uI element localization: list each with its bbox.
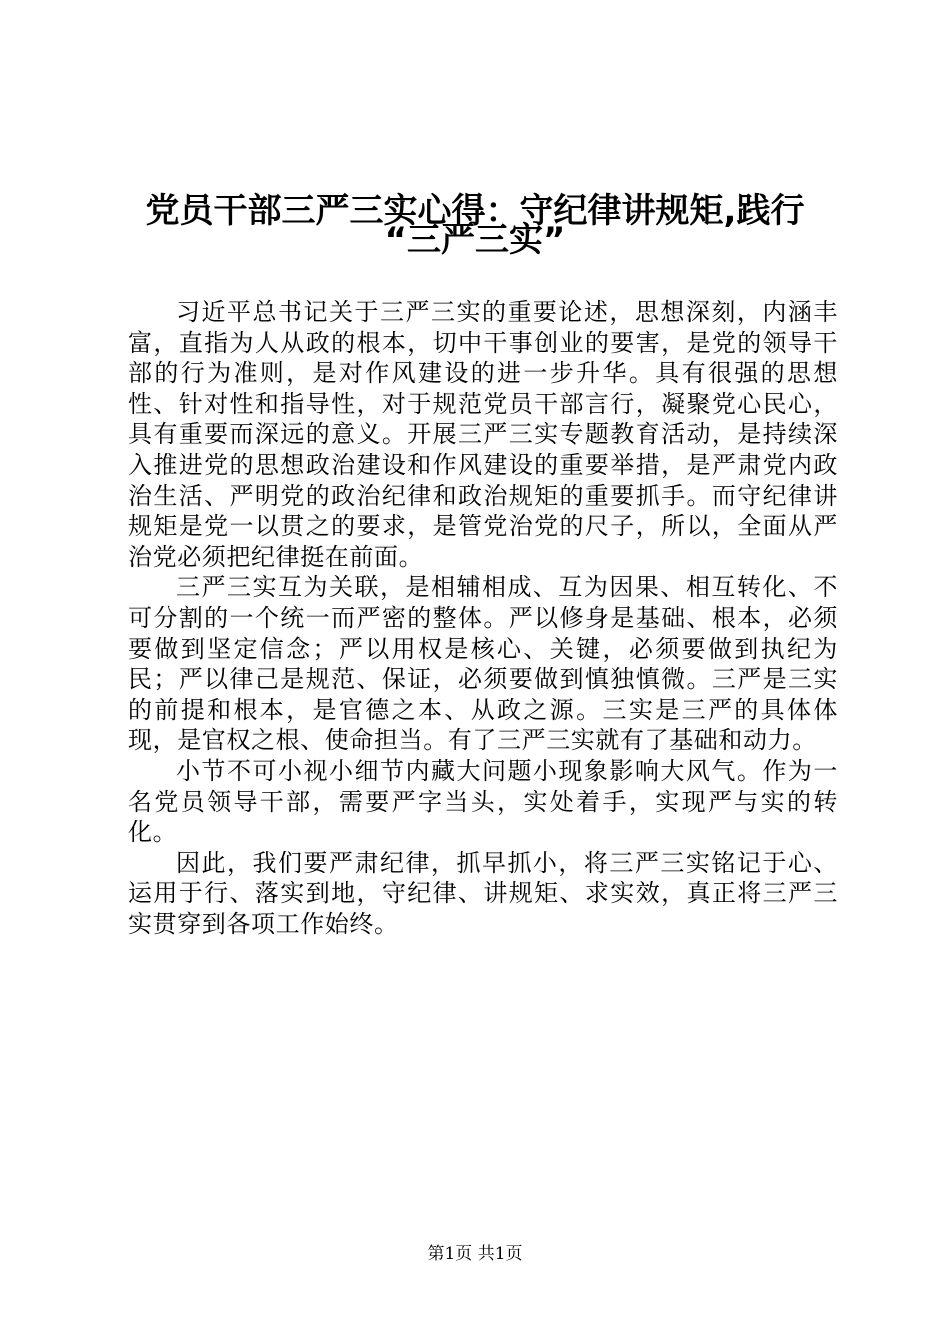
paragraph: 三严三实互为关联，是相辅相成、互为因果、相互转化、不可分割的一个统一而严密的整体。严以修身是基础、根本，必须要做到坚定信念；严以用权是核心、关键，必须要做到执纪为民；严以律己是规范、保证，必须要做到慎独慎微。三严是三实的前提和根本，是官德之本、从政之源。三实是三严的具体体现，是官权之根、使命担当。有了三严三实就有了基础和动力。 xyxy=(128,573,838,755)
paragraph: 因此，我们要严肃纪律，抓早抓小，将三严三实铭记于心、运用于行、落实到地，守纪律、讲规矩、求实效，真正将三严三实贯穿到各项工作始终。 xyxy=(128,848,838,938)
document-title-line-2: “三严三实” xyxy=(384,220,566,260)
paragraph: 小节不可小视小细节内藏大问题小现象影响大风气。作为一名党员领导干部，需要严字当头，实处着手，实现严与实的转化。 xyxy=(128,756,838,847)
page-number-footer: 第1页 共1页 xyxy=(427,1244,523,1264)
paragraph: 习近平总书记关于三严三实的重要论述，思想深刻，内涵丰富，直指为人从政的根本，切中干事创业的要害，是党的领导干部的行为准则，是对作风建设的进一步升华。具有很强的思想性、针对性和指导性，对于规范党员干部言行，凝聚党心民心，具有重要而深远的意义。开展三严三实专题教育活动，是持续深入推进党的思想政治建设和作风建设的重要举措，是严肃党内政治生活、严明党的政治纪律和政治规矩的重要抓手。而守纪律讲规矩是党一以贯之的要求，是管党治党的尺子，所以，全面从严治党必须把纪律挺在前面。 xyxy=(128,298,838,571)
document-title-line-1: 党员干部三严三实心得：守纪律讲规矩,践行 xyxy=(145,191,805,231)
document-body xyxy=(128,297,838,939)
